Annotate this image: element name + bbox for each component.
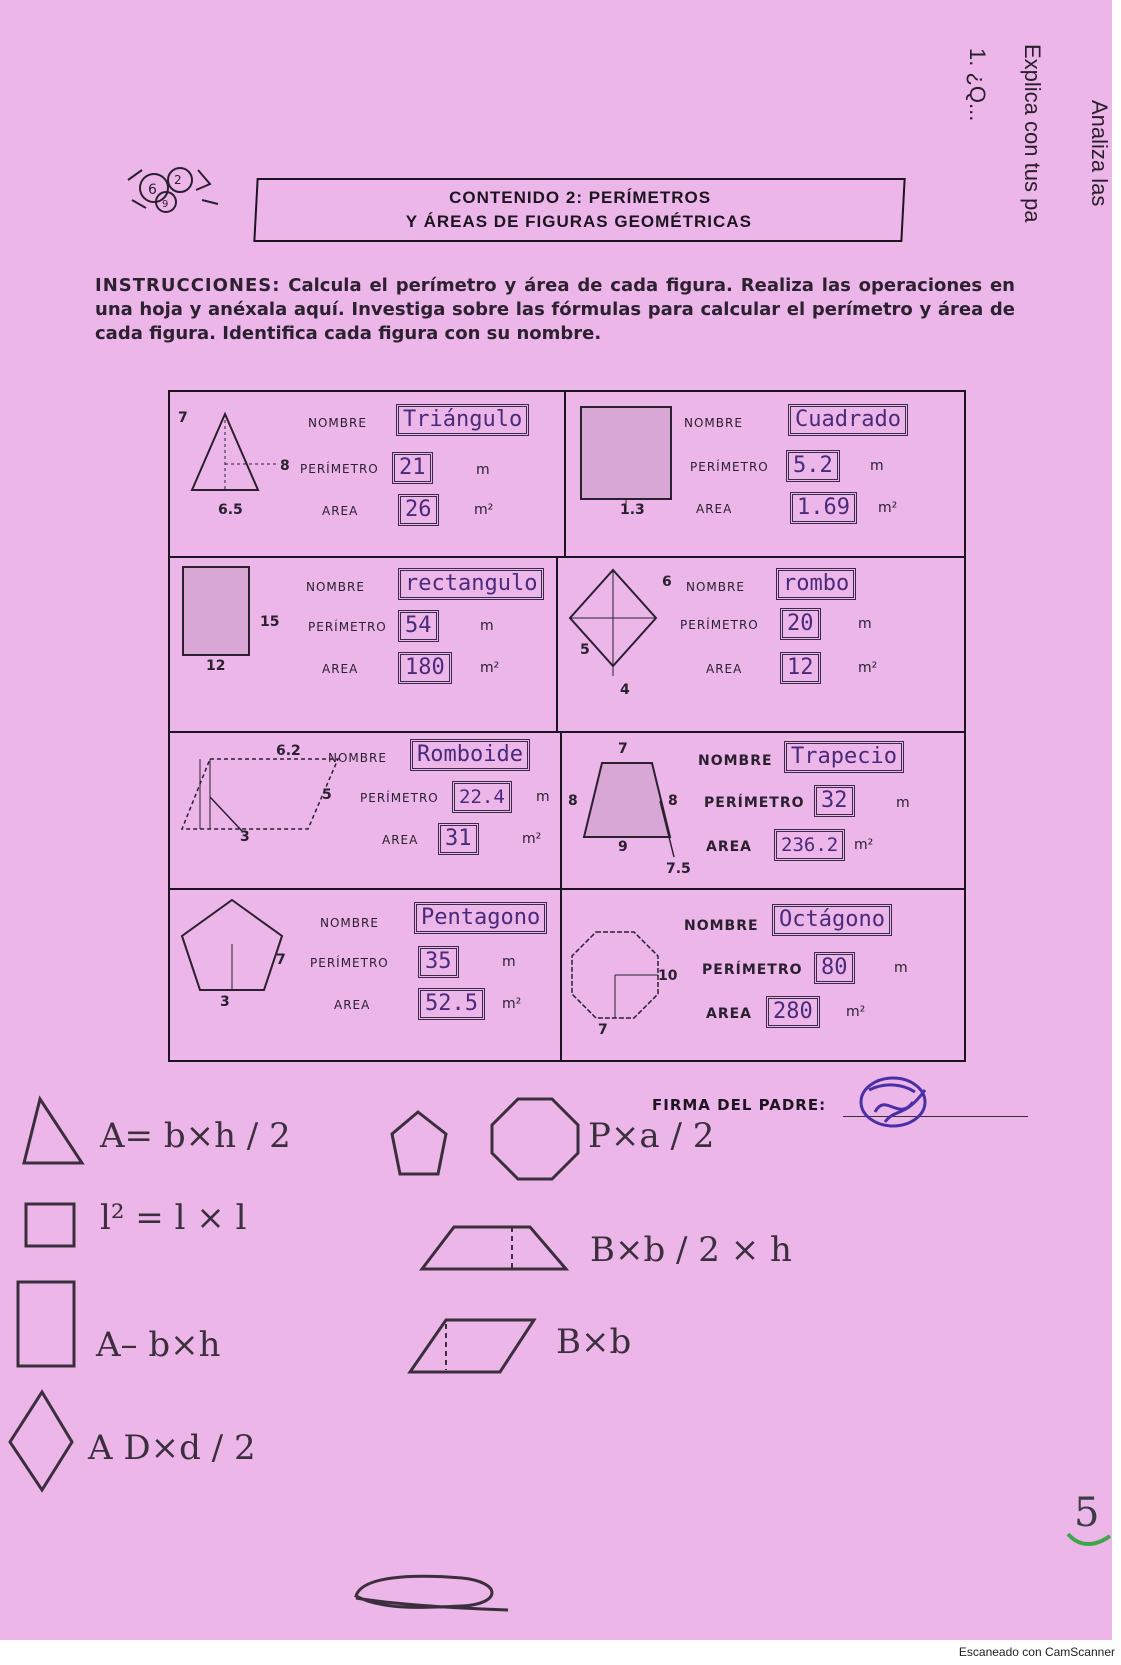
pentagon-shape (180, 898, 284, 998)
dim-label: 3 (220, 994, 230, 1010)
perimetro-label: PERÍMETRO (702, 962, 803, 978)
title-box (253, 178, 905, 242)
bottom-scribble (352, 1564, 512, 1614)
polygon-formula: P×a / 2 (588, 1116, 715, 1156)
perimetro-answer: 20 (780, 608, 821, 640)
cell-square (566, 392, 964, 556)
dim-label: 3 (240, 829, 250, 845)
unit-m: m (858, 616, 872, 632)
unit-m: m (870, 458, 884, 474)
nombre-label: NOMBRE (308, 416, 367, 430)
parallelogram-sketch (408, 1318, 538, 1376)
rhombus-formula: A D×d / 2 (88, 1428, 256, 1468)
title-line-2: Y ÁREAS DE FIGURAS GEOMÉTRICAS (405, 212, 752, 231)
square-formula: l² = l × l (100, 1198, 247, 1238)
nombre-answer: rectangulo (398, 568, 544, 600)
perimetro-answer: 5.2 (786, 450, 840, 482)
nombre-label: NOMBRE (684, 918, 759, 934)
area-label: AREA (322, 662, 359, 676)
nombre-label: NOMBRE (698, 753, 773, 769)
dim-label: 5 (322, 787, 332, 803)
area-label: AREA (334, 998, 371, 1012)
cell-octagon (562, 890, 964, 1060)
dim-label: 8 (280, 458, 290, 474)
green-check-mark (1066, 1528, 1112, 1548)
dim-label: 7.5 (666, 861, 691, 877)
svg-text:9: 9 (162, 199, 169, 210)
side-page-line-1: Analiza las (1087, 100, 1112, 207)
perimetro-answer: 21 (392, 452, 433, 484)
trapezoid-sketch (420, 1225, 570, 1273)
perimetro-label: PERÍMETRO (690, 460, 769, 474)
unit-m: m (894, 960, 908, 976)
dim-label: 6.2 (276, 743, 301, 759)
nombre-answer: rombo (776, 568, 856, 600)
nombre-label: NOMBRE (686, 580, 745, 594)
dim-label: 4 (620, 682, 630, 698)
trapezoid-formula: B×b / 2 × h (590, 1230, 792, 1270)
svg-text:2: 2 (174, 173, 182, 187)
dim-label: 7 (598, 1022, 608, 1038)
scanner-watermark: Escaneado con CamScanner (958, 1645, 1115, 1659)
area-answer: 52.5 (418, 988, 485, 1020)
unit-m2: m² (878, 500, 898, 516)
nombre-label: NOMBRE (320, 916, 379, 930)
area-answer: 1.69 (790, 492, 857, 524)
square-sketch (24, 1202, 78, 1250)
dim-label: 5 (580, 642, 590, 658)
area-answer: 236.2 (774, 829, 845, 861)
area-label: AREA (706, 1006, 753, 1022)
area-label: AREA (706, 662, 743, 676)
nombre-answer: Pentagono (414, 902, 547, 934)
area-label: AREA (696, 502, 733, 516)
triangle-formula: A= b×h / 2 (100, 1116, 291, 1156)
triangle-sketch (22, 1097, 84, 1165)
perimetro-answer: 32 (814, 785, 855, 817)
perimetro-answer: 35 (418, 946, 459, 978)
side-page-line-2: Explica con tus pa (1020, 44, 1045, 223)
area-answer: 180 (398, 652, 452, 684)
nombre-label: NOMBRE (328, 751, 387, 765)
square-shape (580, 406, 672, 502)
area-answer: 280 (766, 996, 820, 1028)
dim-label: 12 (206, 658, 226, 674)
parallelogram-formula: B×b (556, 1322, 632, 1362)
instructions (95, 274, 1015, 346)
pentagon-sketch (388, 1110, 450, 1178)
rectangle-formula: A– b×h (96, 1325, 221, 1365)
side-page-line-3: 1. ¿Q... (965, 48, 990, 122)
area-label: AREA (382, 833, 419, 847)
rhombus-sketch (8, 1390, 74, 1494)
cell-romboid (170, 733, 560, 888)
dim-label: 8 (568, 793, 578, 809)
romboid-shape (180, 757, 340, 837)
dim-label: 8 (668, 793, 678, 809)
dim-label: 1.3 (620, 502, 645, 518)
nombre-answer: Triángulo (396, 404, 529, 436)
rhombus-shape (568, 568, 658, 678)
unit-m2: m² (846, 1004, 866, 1020)
dim-label: 10 (658, 968, 678, 984)
dim-label: 6.5 (218, 502, 243, 518)
triangle-shape (190, 412, 260, 492)
perimetro-answer: 54 (398, 610, 439, 642)
parent-signature (855, 1072, 935, 1132)
area-answer: 31 (438, 823, 479, 855)
math-symbols-logo (118, 150, 228, 222)
firma-label: FIRMA DEL PADRE: (652, 1096, 827, 1114)
instructions-lead: INSTRUCCIONES: (95, 275, 281, 296)
area-label: AREA (322, 504, 359, 518)
perimetro-label: PERÍMETRO (308, 620, 387, 634)
octagon-shape (570, 930, 660, 1020)
dim-label: 6 (662, 574, 672, 590)
unit-m2: m² (502, 996, 522, 1012)
perimetro-answer: 80 (814, 952, 855, 984)
unit-m2: m² (858, 660, 878, 676)
cell-trapezoid (562, 733, 964, 888)
perimetro-label: PERÍMETRO (680, 618, 759, 632)
unit-m2: m² (480, 660, 500, 676)
page-number: 5 (1074, 1490, 1100, 1536)
unit-m2: m² (474, 502, 494, 518)
unit-m: m (476, 462, 490, 478)
nombre-answer: Cuadrado (788, 404, 908, 436)
cell-rectangle (170, 558, 556, 731)
perimetro-label: PERÍMETRO (300, 462, 379, 476)
nombre-answer: Octágono (772, 904, 892, 936)
cell-triangle (170, 392, 564, 556)
perimetro-label: PERÍMETRO (360, 791, 439, 805)
dim-label: 7 (178, 410, 188, 426)
area-answer: 12 (780, 652, 821, 684)
nombre-label: NOMBRE (306, 580, 365, 594)
unit-m: m (896, 795, 910, 811)
svg-text:6: 6 (148, 182, 157, 198)
cell-pentagon (170, 890, 560, 1060)
rectangle-sketch (16, 1280, 78, 1370)
nombre-label: NOMBRE (684, 416, 743, 430)
perimetro-label: PERÍMETRO (310, 956, 389, 970)
cell-rhombus (558, 558, 964, 731)
title-line-1: CONTENIDO 2: PERÍMETROS (449, 188, 712, 207)
instructions-text: Calcula el perímetro y área de cada figura. Realiza las operaciones en una hoja y anéxala aquí. Investiga sobre las fórmulas para calcular el perímetro y área de cada figura. Identifica cada figura con su nombre. (95, 275, 1015, 344)
octagon-sketch (490, 1097, 580, 1181)
unit-m: m (536, 789, 550, 805)
rectangle-shape (182, 566, 252, 658)
area-label: AREA (706, 839, 753, 855)
unit-m: m (502, 954, 516, 970)
figures-table (168, 390, 966, 1062)
dim-label: 7 (618, 741, 628, 757)
area-answer: 26 (398, 494, 439, 526)
unit-m2: m² (522, 831, 542, 847)
dim-label: 9 (618, 839, 628, 855)
perimetro-answer: 22.4 (452, 781, 512, 813)
dim-label: 15 (260, 614, 280, 630)
nombre-answer: Romboide (410, 739, 530, 771)
dim-label: 7 (276, 952, 286, 968)
unit-m2: m² (854, 837, 874, 853)
unit-m: m (480, 618, 494, 634)
nombre-answer: Trapecio (784, 741, 904, 773)
perimetro-label: PERÍMETRO (704, 795, 805, 811)
